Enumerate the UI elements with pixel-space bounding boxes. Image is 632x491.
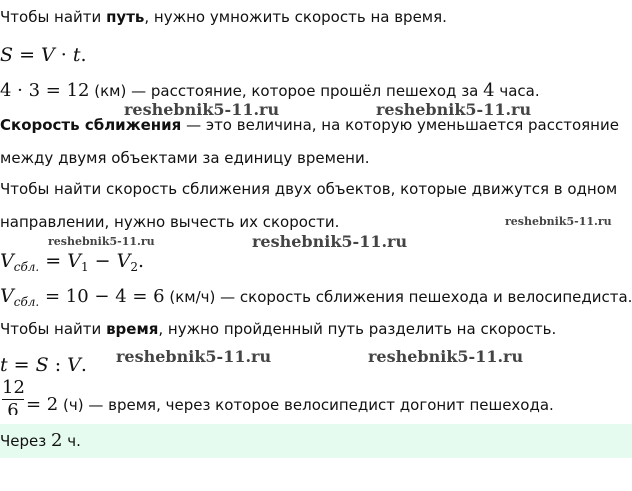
- op-eq: =: [7, 354, 36, 376]
- var-t: t: [72, 44, 81, 66]
- text: (ч) — время, через которое велосипедист догонит пешехода.: [58, 396, 554, 414]
- op-eq: =: [13, 44, 42, 66]
- number: 4: [483, 80, 495, 101]
- var-v: V: [67, 354, 81, 376]
- text: Чтобы найти: [0, 320, 107, 338]
- numerator: 12: [2, 377, 25, 398]
- answer-text: [0, 432, 81, 450]
- number: 2: [51, 430, 63, 451]
- subscript: 2: [130, 260, 138, 274]
- var-v: V: [0, 250, 14, 272]
- watermark: reshebnik5-11.ru: [505, 215, 612, 228]
- subscript: сбл.: [13, 260, 40, 274]
- line-closing-speed-rule: Чтобы найти скорость сближения двух объектов, которые движутся в одном: [0, 180, 618, 198]
- watermark: reshebnik5-11.ru: [124, 100, 280, 119]
- op-dot: ·: [54, 44, 73, 66]
- answer-box: [0, 424, 632, 458]
- subscript: сбл.: [13, 295, 40, 309]
- expr: = 2: [26, 394, 59, 415]
- var-s: S: [35, 354, 49, 376]
- watermark: reshebnik5-11.ru: [376, 100, 532, 119]
- op-eq: =: [39, 250, 68, 272]
- term-path: путь: [106, 8, 145, 26]
- var-v: V: [41, 44, 55, 66]
- expr: = 10 − 4 = 6: [39, 286, 165, 307]
- var-t: t: [0, 354, 8, 376]
- line-time-rule: [0, 320, 556, 338]
- text: Чтобы найти: [0, 8, 107, 26]
- line-closing-speed-def: [0, 116, 619, 134]
- line-distance-calc: [0, 82, 540, 100]
- text: Через: [0, 432, 52, 450]
- period: .: [137, 250, 145, 272]
- watermark: reshebnik5-11.ru: [252, 232, 408, 251]
- line-path-rule: [0, 8, 447, 26]
- subscript: 1: [80, 260, 89, 274]
- term-time: время: [106, 320, 159, 338]
- watermark: reshebnik5-11.ru: [368, 347, 524, 366]
- line-rule-cont: направлении, нужно вычесть их скорости.: [0, 213, 340, 231]
- formula-path: [0, 46, 87, 65]
- var-v2: V: [116, 250, 131, 272]
- period: .: [80, 354, 87, 376]
- term-closing-speed: Скорость сближения: [0, 116, 182, 134]
- denominator: 6: [7, 401, 19, 415]
- text: ч.: [62, 432, 81, 450]
- op-minus: −: [88, 250, 117, 272]
- op-colon: :: [48, 354, 68, 376]
- line-closing-speed-calc: [0, 287, 632, 311]
- text: (км) — расстояние, которое прошёл пешеход за: [89, 82, 484, 100]
- var-s: S: [0, 44, 14, 66]
- text: , нужно умножить скорость на время.: [144, 8, 447, 26]
- fraction-bar: [2, 399, 24, 400]
- line-time-calc: [26, 396, 554, 414]
- watermark: reshebnik5-11.ru: [116, 347, 272, 366]
- watermark: reshebnik5-11.ru: [48, 235, 155, 248]
- text: — это величина, на которую уменьшается расстояние: [181, 116, 619, 134]
- var-v1: V: [67, 250, 81, 272]
- text: (км/ч) — скорость сближения пешехода и велосипедиста.: [164, 288, 632, 306]
- fraction: [2, 378, 24, 415]
- period: .: [80, 44, 87, 66]
- text: , нужно пройденный путь разделить на скорость.: [158, 320, 557, 338]
- expr: 4 · 3 = 12: [0, 80, 90, 101]
- var-v: V: [0, 285, 14, 307]
- formula-closing-speed: [0, 252, 144, 276]
- line-def-cont: между двумя объектами за единицу времени.: [0, 149, 370, 167]
- formula-time: [0, 356, 87, 375]
- text: часа.: [494, 82, 540, 100]
